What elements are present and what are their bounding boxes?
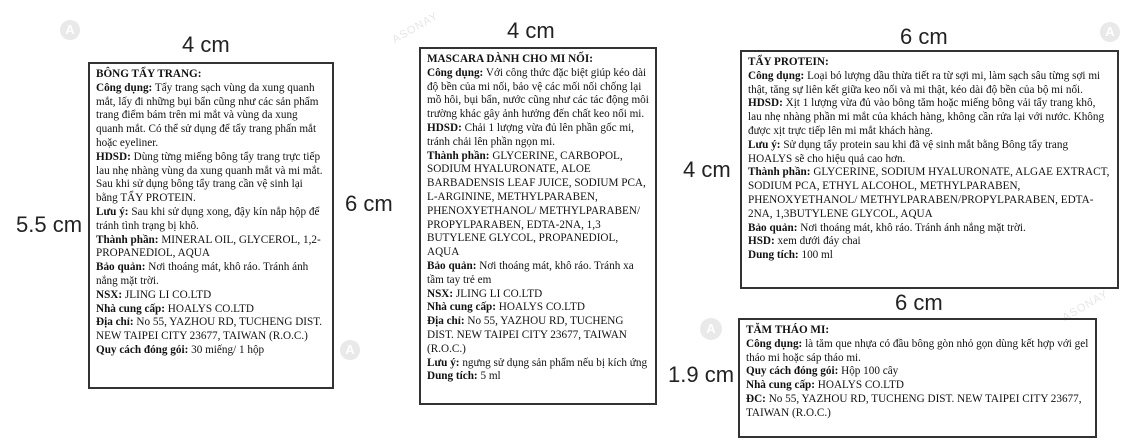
box2-supplier: Nhà cung cấp: HOALYS CO.LTD [427,301,585,314]
box4-address: ĐC: No 55, YAZHOU RD, TUCHENG DIST. NEW TAIPEI CITY 23677, TAIWAN (R.O.C.) [746,392,1082,419]
box1-supplier: Nhà cung cấp: HOALYS CO.LTD [96,302,254,315]
box1-packaging: Quy cách đóng gói: 30 miếng/ 1 hộp [96,343,265,356]
watermark-logo-icon: A [1100,22,1120,42]
box2-ingredients: Thành phần: GLYCERINE, CARBOPOL, SODIUM HYALURONATE, ALOE BARBADENSIS LEAF JUICE, SODIUM PCA, L-ARGININE, METHYLPARABEN, PHENOXYETHANOL/ METHYLPARABEN/ PROPYLPARABEN, EDTA-2NA, 1,3 BUTYLENE GLYCOL, PROPANEDIOL, AQUA [427,149,646,259]
watermark-text: ASONAY [390,10,441,46]
box1-address: Địa chỉ: No 55, YAZHOU RD, TUCHENG DIST. NEW TAIPEI CITY 23677, TAIWAN (R.O.C.) [96,316,323,343]
box1-note: Lưu ý: Sau khi sử dụng xong, đậy kín nắp hộp để tránh tình trạng bị khô. [96,205,320,232]
box2-volume: Dung tích: 5 ml [427,370,501,383]
box1-storage: Bảo quản: Nơi thoáng mát, khô ráo. Tránh ánh nắng mặt trời. [96,261,309,287]
watermark-logo-icon: A [340,340,360,360]
box1-hdsd: HDSD: Dùng từng miếng bông tẩy trang trực tiếp lau nhẹ nhàng vùng da xung quanh mắt và mi mắt. Sau khi sử dụng bông tẩy trang cần vệ sinh lại bằng TẨY PROTEIN. [96,150,323,205]
box1-title: BÔNG TẨY TRANG: [96,68,202,80]
box2-storage: Bảo quản: Nơi thoáng mát, khô ráo. Tránh xa tầm tay trẻ em [427,259,634,286]
box2-address: Địa chỉ: No 55, YAZHOU RD, TUCHENG DIST. NEW TAIPEI CITY 23677, TAIWAN (R.O.C.) [427,315,627,355]
box4-packaging: Quy cách đóng gói: Hộp 100 cây [746,365,899,378]
box3-title: TẨY PROTEIN: [748,56,829,68]
box2-nsx: NSX: JLING LI CO.LTD [427,287,543,300]
box3-note: Lưu ý: Sử dụng tẩy protein sau khi đã vệ sinh mắt bằng Bông tẩy trang HOALYS sẽ cho hiệu quả cao hơn. [748,138,1069,165]
box2-hdsd: HDSD: Chải 1 lượng vừa đủ lên phần gốc mi, tránh chải lên phần ngọn mi. [427,121,634,148]
watermark-logo-icon: A [60,20,80,40]
box3-storage: Bảo quản: Nơi thoáng mát, khô ráo. Tránh ánh nắng mặt trời. [748,221,1026,234]
box4-width-label: 6 cm [895,290,943,315]
box3-ingredients: Thành phần: GLYCERINE, SODIUM HYALURONATE, ALGAE EXTRACT, SODIUM PCA, ETHYL ALCOHOL, METHYLPARABEN, PHENOXYETHANOL/ METHYLPARABEN/PROPYLPARABEN, EDTA-2NA, 1,3BUTYLENE GLYCOL, AQUA [748,166,1110,220]
label-box-bong-tay-trang [88,62,334,389]
label-box-mascara [419,47,657,405]
box3-hsd: HSD: xem dưới đáy chai [748,235,861,248]
box3-height-label: 4 cm [683,157,731,182]
box2-width-label: 4 cm [507,18,555,43]
box2-title: MASCARA DÀNH CHO MI NỐI: [427,53,593,65]
box2-height-label: 6 cm [345,191,393,216]
box1-height-label: 5.5 cm [16,212,83,237]
box1-ingredients: Thành phần: MINERAL OIL, GLYCEROL, 1,2-PROPANEDIOL, AQUA [96,233,321,260]
box4-supplier: Nhà cung cấp: HOALYS CO.LTD [746,379,904,392]
label-box-tay-protein [740,50,1119,289]
box1-use: Công dụng: Tẩy trang sạch vùng da xung quanh mắt, lấy đi những bụi bẩn cũng như các sản phẩm trang điểm bám trên mi mắt và vùng da xung quanh mắt. Có thể sử dụng để tẩy trang phấn mắt hoặc eyeliner. [96,81,319,149]
box3-use: Công dụng: Loại bỏ lượng dầu thừa tiết ra từ sợi mi, làm sạch sâu từng sợi mi thật, tăng sự liên kết giữa keo nối và mi thật, kéo dài độ bền của bộ mi nối. [748,69,1101,96]
box1-nsx: NSX: JLING LI CO.LTD [96,288,212,301]
box1-width-label: 4 cm [182,32,230,57]
box3-width-label: 6 cm [900,24,948,49]
box4-title: TĂM THÁO MI: [746,324,830,336]
watermark-text: ASONAY [1060,288,1111,324]
watermark-logo-icon: A [700,318,722,340]
box3-volume: Dung tích: 100 ml [748,249,833,262]
label-box-tam-thao-mi [738,318,1097,438]
box4-use: Công dụng: là tăm que nhựa có đầu bông gòn nhỏ gọn dùng kết hợp với gel tháo mi hoặc sáp tháo mi. [746,337,1089,364]
box4-height-label: 1.9 cm [668,362,735,387]
box2-note: Lưu ý: ngưng sử dụng sản phẩm nếu bị kích ứng [427,356,648,369]
box3-hdsd: HDSD: Xịt 1 lượng vừa đủ vào bông tăm hoặc miếng bông vải tẩy trang khô, lau nhẹ nhàng phần mi mắt của khách hàng, không cần rửa lại với nước. Không được xịt trực tiếp lên mi mắt khách hàng. [748,97,1105,137]
box2-use: Công dụng: Với công thức đặc biệt giúp kéo dài độ bền của mi nối, bảo vệ các mối nối chống lại mồ hôi, bụi bẩn, nước cũng như các tác động môi trường khác gây ảnh hưởng đến chất keo nối mi. [427,66,649,121]
